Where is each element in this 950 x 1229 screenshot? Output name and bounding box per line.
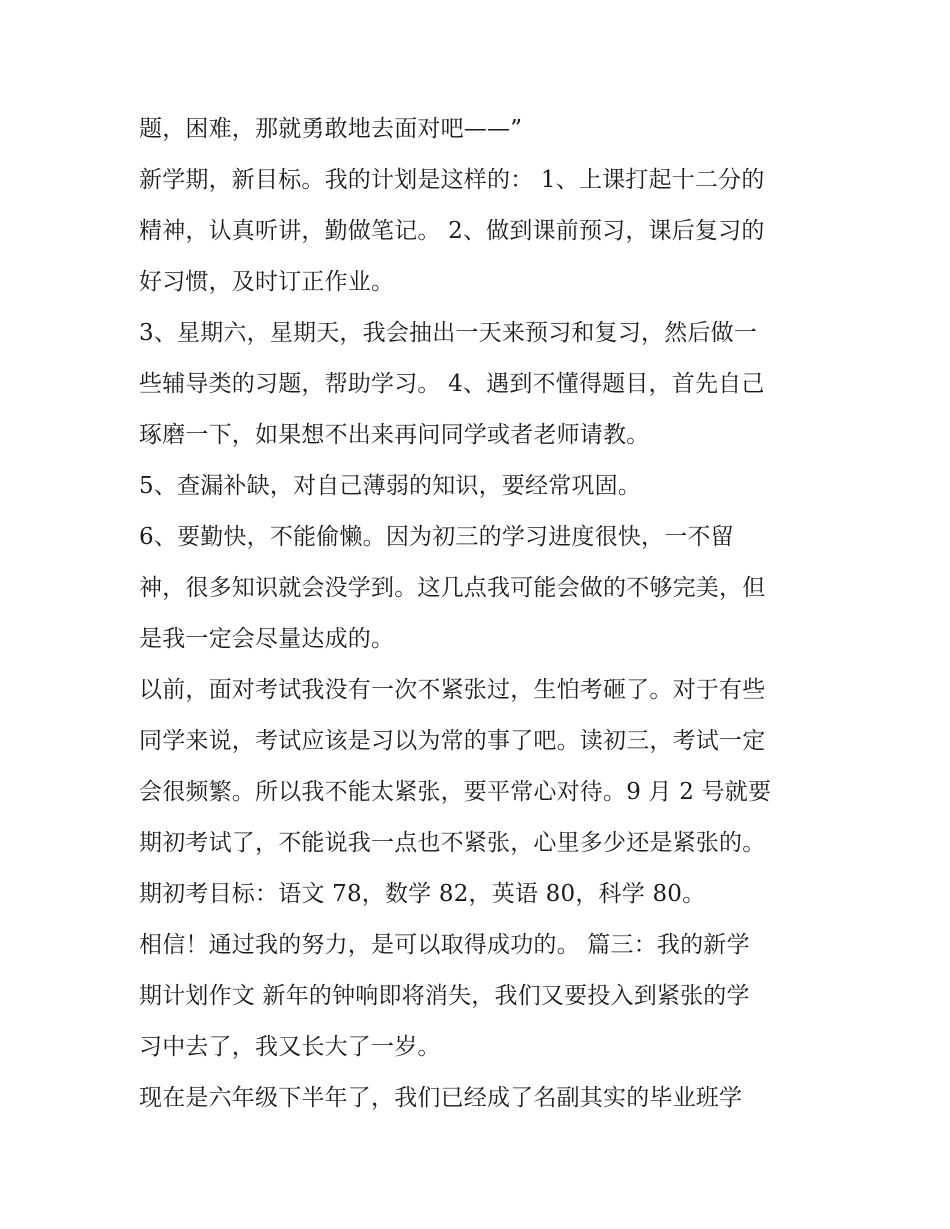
text-line: 题，困难，那就勇敢地去面对吧——” xyxy=(139,116,523,142)
text-line: 期初考试了，不能说我一点也不紧张，心里多少还是紧张的。 xyxy=(139,830,766,856)
text-line: 些辅导类的习题，帮助学习。 4、遇到不懂得题目，首先自己 xyxy=(139,371,765,397)
text-line: 习中去了，我又长大了一岁。 xyxy=(139,1034,441,1060)
text-line: 以前，面对考试我没有一次不紧张过，生怕考砸了。对于有些 xyxy=(139,677,766,703)
text-line: 相信！通过我的努力，是可以取得成功的。 篇三：我的新学 xyxy=(139,932,750,958)
text-line: 精神，认真听讲，勤做笔记。 2、做到课前预习，课后复习的 xyxy=(139,218,765,244)
text-line: 6、要勤快，不能偷懒。因为初三的学习进度很快，一不留 xyxy=(139,524,734,550)
text-line: 期初考目标：语文 78，数学 82，英语 80，科学 80。 xyxy=(139,881,706,907)
text-line: 琢磨一下，如果想不出来再问同学或者老师请教。 xyxy=(139,422,650,448)
text-line: 神，很多知识就会没学到。这几点我可能会做的不够完美，但 xyxy=(139,575,766,601)
text-line: 新学期，新目标。我的计划是这样的： 1、上课打起十二分的 xyxy=(139,167,765,193)
text-line: 3、星期六，星期天，我会抽出一天来预习和复习，然后做一 xyxy=(139,320,758,346)
text-line: 现在是六年级下半年了，我们已经成了名副其实的毕业班学 xyxy=(139,1085,743,1111)
text-line: 期计划作文 新年的钟响即将消失，我们又要投入到紧张的学 xyxy=(139,983,750,1009)
text-line: 好习惯，及时订正作业。 xyxy=(139,269,395,295)
text-line: 同学来说，考试应该是习以为常的事了吧。读初三，考试一定 xyxy=(139,728,766,754)
text-line: 5、查漏补缺，对自己薄弱的知识，要经常巩固。 xyxy=(139,473,642,499)
document-body xyxy=(139,104,829,1124)
text-line: 会很频繁。所以我不能太紧张，要平常心对待。9 月 2 号就要 xyxy=(139,779,772,805)
text-line: 是我一定会尽量达成的。 xyxy=(139,626,395,652)
